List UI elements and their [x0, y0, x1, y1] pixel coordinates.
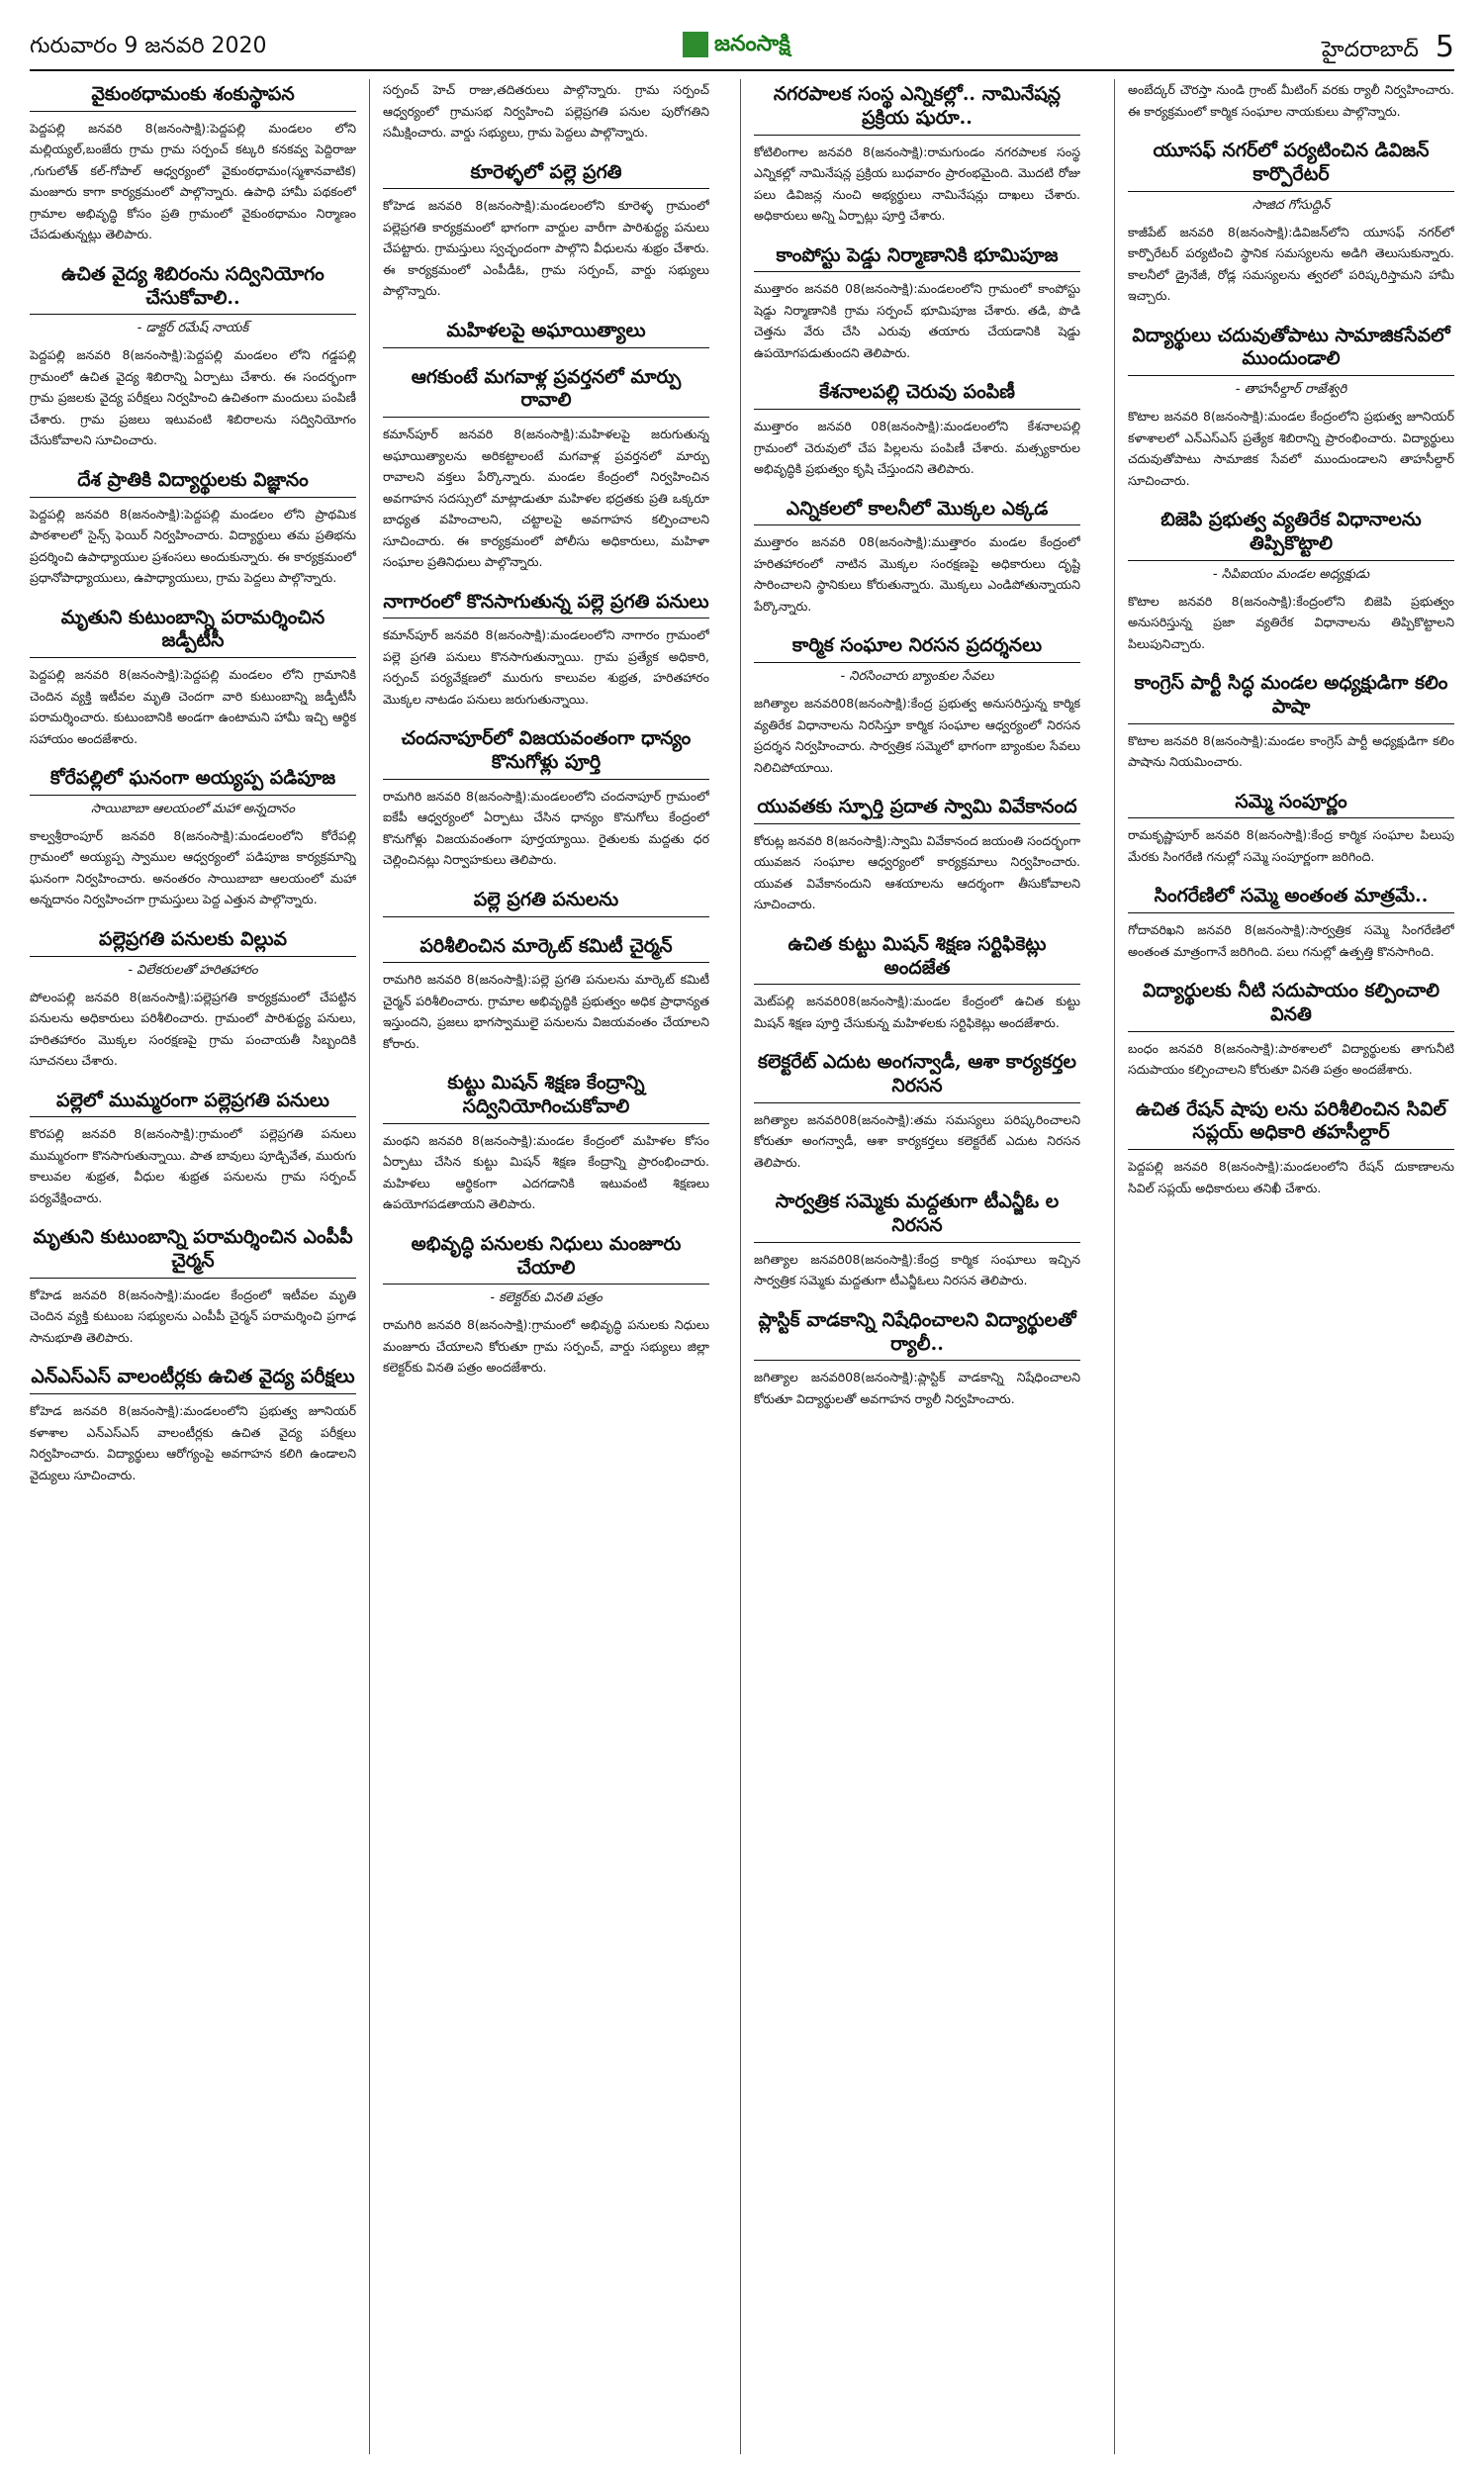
- news-article: [383, 362, 709, 573]
- news-article: [1128, 881, 1454, 962]
- article-body: పోలంపల్లి జనవరి 8(జనంసాక్షి):పల్లెప్రగతి కార్యక్రమంలో చేపట్టిన పనులను అధికారులు పరిశీలించారు. గ్రామంలో పారిశుద్ధ్య పనులు, హరితహారం మొక్కల సంరక్షణపై గ్రామ పంచాయతీ సిబ్బందికి సూచనలు చేశారు.: [30, 989, 356, 1068]
- article-body: జగిత్యాల జనవరి08(జనంసాక్షి):ప్లాస్టిక్ వాడకాన్ని నిషేధించాలని కోరుతూ విద్యార్థులతో అవగాహన ర్యాలీ నిర్వహించారు.: [754, 1370, 1080, 1406]
- article-body: జగిత్యాల జనవరి08(జనంసాక్షి):తమ సమస్యలు పరిష్కరించాలని కోరుతూ అంగన్వాడీ, ఆశా కార్యకర్తలు కలెక్టరేట్ ఎదుట నిరసన తెలిపారు.: [754, 1111, 1080, 1170]
- column-3: [754, 79, 1080, 2454]
- article-body: కాల్వశ్రీరాంపూర్ జనవరి 8(జనంసాక్షి):మండలంలోని కోరేపల్లి గ్రామంలో అయ్యప్ప స్వాముల ఆధ్వర్యంలో పడిపూజ కార్యక్రమాన్ని ఘనంగా నిర్వహించారు. అనంతరం సాయిబాబా ఆలయంలో మహా అన్నదానం నిర్వహించగా గ్రామస్తులు పెద్ద ఎత్తున పాల్గొన్నారు.: [30, 827, 356, 907]
- article-headline: ఆగకుంటే మగవాళ్ల ప్రవర్తనలో మార్పు రావాలి: [383, 362, 709, 419]
- article-headline: అభివృద్ధి పనులకు నిధులు మంజూరు చేయాలి: [383, 1229, 709, 1285]
- article-headline: ఉచిత కుట్టు మిషన్ శిక్షణ సర్టిఫికెట్లు అందజేత: [754, 929, 1080, 986]
- news-article: [1128, 136, 1454, 307]
- article-headline: ఎన్ఎస్ఎస్ వాలంటీర్లకు ఉచిత వైద్య పరీక్షలు: [30, 1362, 356, 1394]
- article-headline: ఎన్నికలలో కాలనీలో మొక్కల ఎక్కడ: [754, 494, 1080, 526]
- news-article: [30, 763, 356, 910]
- article-body: రామగిరి జనవరి 8(జనంసాక్షి):గ్రామంలో అభివృద్ధి పనులకు నిధులు మంజూరు చేయాలని కోరుతూ గ్రామ సర్పంచ్, వార్డు సభ్యులు జిల్లా కలెక్టర్‌కు వినతి పత్రం అందజేశారు.: [383, 1317, 709, 1376]
- news-article: [754, 792, 1080, 915]
- article-subhead: - నిరసించారు బ్యాంకుల సేవలు: [840, 669, 994, 684]
- issue-date: గురువారం 9 జనవరి 2020: [30, 34, 267, 58]
- article-headline: వైకుంఠధామంకు శంకుస్థాపన: [30, 79, 356, 112]
- news-article: [383, 1229, 709, 1379]
- edition: [1322, 30, 1454, 67]
- article-body: కొరపల్లి జనవరి 8(జనంసాక్షి):గ్రామంలో పల్లెప్రగతి పనులు ముమ్మరంగా కొనసాగుతున్నాయి. పాత బావులు పూడ్చివేత, మురుగు కాలువల శుభ్రత, వీధుల శుభ్రత పనులను గ్రామ సర్పంచ్ పర్యవేక్షించారు.: [30, 1126, 356, 1205]
- article-headline: సార్వత్రిక సమ్మెకు మద్దతుగా టీఎన్జీఓ ల నిరసన: [754, 1187, 1080, 1243]
- article-headline: కేశనాలపల్లి చెరువు పంపిణీ: [754, 377, 1080, 410]
- article-body: కోహెడ జనవరి 8(జనంసాక్షి):మండలంలోని కూరెళ్ళ గ్రామంలో పల్లెప్రగతి కార్యక్రమంలో భాగంగా వార్డుల వారీగా పారిశుద్ధ్య పనులు చేపట్టారు. గ్రామస్తులు స్వచ్ఛందంగా పాల్గొని వీధులను శుభ్రం చేశారు. ఈ కార్యక్రమంలో ఎంపీడీఓ, గ్రామ సర్పంచ్, వార్డు సభ్యులు పాల్గొన్నారు.: [383, 198, 709, 299]
- article-body: పెద్దపల్లి జనవరి 8(జనంసాక్షి):పెద్దపల్లి మండలం లోని గ్రామానికి చెందిన వ్యక్తి ఇటీవల మృతి చెందగా వారి కుటుంబాన్ని జడ్పీటీసీ పరామర్శించారు. కుటుంబానికి అండగా ఉంటామని హామీ ఇచ్చి ఆర్థిక సహాయం అందజేశారు.: [30, 667, 356, 746]
- news-article: [754, 929, 1080, 1034]
- article-body: సర్పంచ్ హెచ్ రాజు,తదితరులు పాల్గొన్నారు. గ్రామ సర్పంచ్ ఆధ్వర్యంలో గ్రామసభ నిర్వహించి పల్లెప్రగతి పనుల పురోగతిని సమీక్షించారు. వార్డు సభ్యులు, గ్రామ పెద్దలు పాల్గొన్నారు.: [383, 82, 709, 140]
- article-headline: బిజెపి ప్రభుత్వ వ్యతిరేక విధానాలను తిప్పికొట్టాలి: [1128, 505, 1454, 561]
- news-article: [754, 1187, 1080, 1291]
- news-article: [30, 1222, 356, 1348]
- edition-city: హైదరాబాద్: [1321, 38, 1419, 62]
- masthead: [30, 26, 1454, 65]
- news-article: [1128, 321, 1454, 492]
- article-headline: కుట్టు మిషన్ శిక్షణ కేంద్రాన్ని సద్వినియోగించుకోవాలి: [383, 1068, 709, 1124]
- news-article: [754, 630, 1080, 778]
- column-4: [1128, 79, 1454, 2454]
- news-article: [383, 723, 709, 871]
- paper-logo: [683, 28, 841, 61]
- news-article: [1128, 787, 1454, 868]
- article-body: ముత్తారం జనవరి 08(జనంసాక్షి):ముత్తారం మండల కేంద్రంలో హరితహారంలో నాటిన మొక్కల సంరక్షణపై అధికారులు దృష్టి సారించాలని స్థానికులు కోరుతున్నారు. మొక్కలు ఎండిపోతున్నాయని పేర్కొన్నారు.: [754, 534, 1080, 614]
- news-article: [1128, 1095, 1454, 1199]
- article-headline: చందనాపూర్‌లో విజయవంతంగా ధాన్యం కొనుగోళ్లు పూర్తి: [383, 723, 709, 780]
- news-article: [30, 1086, 356, 1209]
- article-subhead: సాజిద గోసుద్దిన్: [1252, 197, 1331, 213]
- column-divider: [369, 79, 370, 2454]
- article-body: కమాన్‌పూర్ జనవరి 8(జనంసాక్షి):మహిళలపై జరుగుతున్న అఘాయిత్యాలను అరికట్టాలంటే మగవాళ్ల ప్రవర్తనలో మార్పు రావాలని వక్తలు పేర్కొన్నారు. మండల కేంద్రంలో నిర్వహించిన అవగాహన సదస్సులో మాట్లాడుతూ మహిళల భద్రతకు ప్రతి ఒక్కరూ బాధ్యత వహించాలని, చట్టాలపై అవగాహన కల్పించాలని సూచించారు. ఈ కార్యక్రమంలో పోలీసు అధికారులు, మహిళా సంఘాల ప్రతినిధులు పాల్గొన్నారు.: [383, 427, 709, 569]
- news-article: [383, 1068, 709, 1215]
- article-body: కోరుట్ల జనవరి 8(జనంసాక్షి):స్వామి వివేకానంద జయంతి సందర్భంగా యువజన సంఘాల ఆధ్వర్యంలో కార్యక్రమాలు నిర్వహించారు. యువత వివేకానందుని ఆశయాలను ఆదర్శంగా తీసుకోవాలని సూచించారు.: [754, 832, 1080, 912]
- article-body: పెద్దపల్లి జనవరి 8(జనంసాక్షి):పెద్దపల్లి మండలం లోని గడ్డపల్లి గ్రామంలో ఉచిత వైద్య శిబిరాన్ని ఏర్పాటు చేశారు. ఈ సందర్భంగా గ్రామ ప్రజలకు వైద్య పరీక్షలు నిర్వహించి ఉచితంగా మందులు పంపిణీ చేశారు. గ్రామ ప్రజలు ఇటువంటి శిబిరాలను సద్వినియోగం చేసుకోవాలని సూచించారు.: [30, 347, 356, 448]
- article-body: జగిత్యాల జనవరి08(జనంసాక్షి):కేంద్ర కార్మిక సంఘాలు ఇచ్చిన సార్వత్రిక సమ్మెకు మద్దతుగా టీఎన్జీఓలు నిరసన తెలిపారు.: [754, 1251, 1080, 1288]
- article-headline: విద్యార్థులు చదువుతోపాటు సామాజికసేవలో ముందుండాలి: [1128, 321, 1454, 377]
- news-article: [30, 924, 356, 1072]
- news-article: [30, 465, 356, 589]
- news-article: [383, 587, 709, 711]
- article-body: రామగిరి జనవరి 8(జనంసాక్షి):మండలంలోని చందనాపూర్ గ్రామంలో ఐకేపీ ఆధ్వర్యంలో ఏర్పాటు చేసిన ధాన్యం కొనుగోలు కేంద్రంలో కొనుగోళ్లు విజయవంతంగా పూర్తయ్యాయి. రైతులకు మద్దతు ధర చెల్లించినట్లు నిర్వాహకులు తెలిపారు.: [383, 788, 709, 868]
- article-body: గోదావరిఖని జనవరి 8(జనంసాక్షి):సార్వత్రిక సమ్మె సింగరేణిలో అంతంత మాత్రంగానే జరిగింది. పలు గనుల్లో ఉత్పత్తి కొనసాగింది.: [1128, 922, 1454, 959]
- column-divider: [1114, 79, 1115, 2454]
- article-headline: సింగరేణిలో సమ్మె అంతంత మాత్రమే..: [1128, 881, 1454, 913]
- article-headline: దేశ ప్రాతికి విద్యార్థులకు విజ్ఞానం: [30, 465, 356, 498]
- article-headline: కోరేపల్లిలో ఘనంగా అయ్యప్ప పడిపూజ: [30, 763, 356, 796]
- article-headline: ప్లాస్టిక్ వాడకాన్ని నిషేధించాలని విద్యార్థులతో ర్యాలీ..: [754, 1305, 1080, 1362]
- article-body: జగిత్యాల జనవరి08(జనంసాక్షి):కేంద్ర ప్రభుత్వ అనుసరిస్తున్న కార్మిక వ్యతిరేక విధానాలను నిరసిస్తూ కార్మిక సంఘాల ఆధ్వర్యంలో నిరసన ప్రదర్శన నిర్వహించారు. సార్వత్రిక సమ్మెలో భాగంగా బ్యాంకుల సేవలు నిలిచిపోయాయి.: [754, 696, 1080, 775]
- article-headline: నగరపాలక సంస్థ ఎన్నికల్లో.. నామినేషన్ల ప్రక్రియ షురూ..: [754, 79, 1080, 136]
- news-article: [383, 885, 709, 917]
- article-headline: యూసఫ్ నగర్‌లో పర్యటించిన డివిజన్ కార్పొరేటర్: [1128, 136, 1454, 192]
- article-headline: పల్లెప్రగతి పనులకు విల్లువ: [30, 924, 356, 957]
- article-headline: పల్లెలో ముమ్మరంగా పల్లెప్రగతి పనులు: [30, 1086, 356, 1118]
- article-body: కొటాల జనవరి 8(జనంసాక్షి):మండల కాంగ్రెస్ పార్టీ అధ్యక్షుడిగా కలిం పాషాను నియమించారు.: [1128, 732, 1454, 769]
- article-body: పెద్దపల్లి జనవరి 8(జనంసాక్షి):పెద్దపల్లి మండలం లోని మల్లియ్యల్,బంజేరు గ్రామ గ్రామ సర్పంచ్ కట్కరి కనకవ్వ పెద్దిరాజు ,గుగులోత్ కల్-గోపాల్ ఆధ్వర్యంలో వైకుంఠధామం(స్మశానవాటిక) మంజూరు కాగా కార్యక్రమంలో పాల్గొన్నారు. ఉపాధి హామీ పథకంలో గ్రామాల అభివృద్ధి కోసం ప్రతి గ్రామంలో వైకుంఠధామం నిర్మాణం చేపడుతున్నట్లు తెలిపారు.: [30, 120, 356, 242]
- news-article: [383, 79, 709, 143]
- article-headline: కాంపోస్టు పెడ్డు నిర్మాణానికి భూమిపూజ: [754, 240, 1080, 273]
- article-headline: మహిళలపై అఘాయిత్యాలు: [383, 316, 709, 348]
- article-headline: కలెక్టరేట్ ఎదుట అంగన్వాడీ, ఆశా కార్యకర్తల నిరసన: [754, 1047, 1080, 1103]
- article-body: మెట్‌పల్లి జనవరి08(జనంసాక్షి):మండల కేంద్రంలో ఉచిత కుట్టు మిషన్ శిక్షణ పూర్తి చేసుకున్న మహిళలకు సర్టిఫికెట్లు అందజేశారు.: [754, 994, 1080, 1030]
- article-body: ముత్తారం జనవరి 08(జనంసాక్షి):మండలంలోని కేశనాలపల్లి గ్రామంలో చెరువులో చేప పిల్లలను పంపిణీ చేశారు. మత్స్యకారుల అభివృద్ధికి ప్రభుత్వం కృషి చేస్తుందని తెలిపారు.: [754, 419, 1080, 476]
- article-headline: కూరెళ్ళలో పల్లె ప్రగతి: [383, 157, 709, 190]
- column-1: [30, 79, 356, 2454]
- article-body: ముత్తారం జనవరి 08(జనంసాక్షి):మండలంలోని గ్రామంలో కాంపోస్టు షెడ్డు నిర్మాణానికి గ్రామ సర్పంచ్ భూమిపూజ చేశారు. తడి, పొడి చెత్తను వేరు చేసి ఎరువు తయారు చేయడానికి షెడ్డు ఉపయోగపడుతుందని తెలిపారు.: [754, 281, 1080, 360]
- article-body: రామగిరి జనవరి 8(జనంసాక్షి):పల్లె ప్రగతి పనులను మార్కెట్ కమిటీ చైర్మన్ పరిశీలించారు. గ్రామాల అభివృద్ధికి ప్రభుత్వం అధిక ప్రాధాన్యత ఇస్తుందని, ప్రజలు భాగస్వాములై పనులను విజయవంతం చేయాలని కోరారు.: [383, 972, 709, 1051]
- news-article: [1128, 79, 1454, 122]
- article-headline: పరిశీలించిన మార్కెట్ కమిటీ చైర్మన్: [383, 931, 709, 964]
- column-divider: [740, 79, 741, 2454]
- article-headline: ఉచిత వైద్య శిబిరంను సద్వినియోగం చేసుకోవాలి..: [30, 259, 356, 316]
- article-subhead: సాయిబాబా ఆలయంలో మహా అన్నదానం: [90, 801, 296, 816]
- article-body: కమాన్‌పూర్ జనవరి 8(జనంసాక్షి):మండలంలోని నాగారం గ్రామంలో పల్లె ప్రగతి పనులు కొనసాగుతున్నాయి. గ్రామ ప్రత్యేక అధికారి, సర్పంచ్ పర్యవేక్షణలో మురుగు కాలువల శుభ్రత, హరితహారం మొక్కల నాటడం పనులు జరుగుతున్నాయి.: [383, 627, 709, 707]
- article-headline: మృతుని కుటుంబాన్ని పరామర్శించిన జడ్పీటీసీ: [30, 603, 356, 659]
- news-article: [30, 603, 356, 750]
- article-body: పెద్దపల్లి జనవరి 8(జనంసాక్షి):పెద్దపల్లి మండలం లోని ప్రాథమిక పాఠశాలలో సైన్స్ ఫెయిర్ నిర్వహించారు. విద్యార్థులు తమ ప్రతిభను ప్రదర్శించి ఉపాధ్యాయుల ప్రశంసలు అందుకున్నారు. ఈ కార్యక్రమంలో ప్రధానోపాధ్యాయులు, ఉపాధ్యాయులు, గ్రామ పెద్దలు పాల్గొన్నారు.: [30, 506, 356, 585]
- article-subhead: - డాక్టర్ రమేష్ నాయక్: [137, 321, 249, 336]
- news-article: [383, 157, 709, 302]
- masthead-rule: [30, 69, 1454, 71]
- article-body: అంబేద్కర్ చౌరస్తా నుండి గ్రాంట్ మీటింగ్ వరకు ర్యాలీ నిర్వహించారు. ఈ కార్యక్రమంలో కార్మిక సంఘాల నాయకులు పాల్గొన్నారు.: [1128, 82, 1454, 119]
- article-body: పెద్దపల్లి జనవరి 8(జనంసాక్షి):మండలంలోని రేషన్ దుకాణాలను సివిల్ సప్లయ్ అధికారులు తనిఖీ చేశారు.: [1128, 1159, 1454, 1195]
- article-body: రామకృష్ణాపూర్ జనవరి 8(జనంసాక్షి):కేంద్ర కార్మిక సంఘాల పిలుపు మేరకు సింగరేణి గనుల్లో సమ్మె సంపూర్ణంగా జరిగింది.: [1128, 827, 1454, 864]
- article-body: మంథని జనవరి 8(జనంసాక్షి):మండల కేంద్రంలో మహిళల కోసం ఏర్పాటు చేసిన కుట్టు మిషన్ శిక్షణ కేంద్రాన్ని ప్రారంభించారు. మహిళలు ఆర్థికంగా ఎదగడానికి ఇటువంటి శిక్షణలు ఉపయోగపడతాయని తెలిపారు.: [383, 1132, 709, 1212]
- news-article: [754, 240, 1080, 364]
- news-article: [383, 316, 709, 348]
- news-article: [383, 931, 709, 1055]
- article-subhead: - సిపిఐయం మండల అధ్యక్షుడు: [1212, 566, 1370, 582]
- logo-icon: [683, 32, 708, 57]
- news-article: [754, 1047, 1080, 1173]
- news-article: [30, 259, 356, 451]
- article-body: కోటిలింగాల జనవరి 8(జనంసాక్షి):రామగుండం నగరపాలక సంస్థ ఎన్నికల్లో నామినేషన్ల ప్రక్రియ బుధవారం ప్రారంభమైంది. మొదటి రోజు పలు డివిజన్ల నుంచి అభ్యర్థులు నామినేషన్లు దాఖలు చేశారు. అధికారులు అన్ని ఏర్పాట్లు పూర్తి చేశారు.: [754, 143, 1080, 223]
- article-body: కోహెడ జనవరి 8(జనంసాక్షి):మండల కేంద్రంలో ఇటీవల మృతి చెందిన వ్యక్తి కుటుంబ సభ్యులను ఎంపీపీ చైర్మన్ పరామర్శించి ప్రగాఢ సానుభూతి తెలిపారు.: [30, 1286, 356, 1345]
- article-headline: సమ్మె సంపూర్ణం: [1128, 787, 1454, 819]
- article-headline: నాగారంలో కొనసాగుతున్న పల్లె ప్రగతి పనులు: [383, 587, 709, 619]
- article-headline: కాంగ్రెస్ పార్టీ సిద్ధ మండల అధ్యక్షుడిగా కలిం పాషా: [1128, 668, 1454, 724]
- news-article: [754, 494, 1080, 618]
- article-subhead: - విలేకరులతో హరితహారం: [128, 962, 258, 978]
- news-article: [1128, 976, 1454, 1081]
- article-subhead: - కలెక్టర్‌కు వినతి పత్రం: [490, 1290, 603, 1306]
- article-subhead: - తాహసీల్దార్ రాజేశ్వరి: [1235, 382, 1347, 397]
- news-article: [30, 79, 356, 245]
- article-body: బంధం జనవరి 8(జనంసాక్షి):పాఠశాలలో విద్యార్థులకు తాగునీటి సదుపాయం కల్పించాలని కోరుతూ వినతి పత్రం అందజేశారు.: [1128, 1040, 1454, 1077]
- news-article: [754, 79, 1080, 227]
- article-body: కోహెడ జనవరి 8(జనంసాక్షి):మండలంలోని ప్రభుత్వ జూనియర్ కళాశాల ఎన్ఎస్ఎస్ వాలంటీర్లకు ఉచిత వైద్య పరీక్షలు నిర్వహించారు. విద్యార్థులు ఆరోగ్యంపై అవగాహన కలిగి ఉండాలని వైద్యులు సూచించారు.: [30, 1403, 356, 1482]
- column-2: [383, 79, 709, 2454]
- article-headline: విద్యార్థులకు నీటి సదుపాయం కల్పించాలి వినతి: [1128, 976, 1454, 1032]
- article-body: కొటాల జనవరి 8(జనంసాక్షి):మండల కేంద్రంలోని ప్రభుత్వ జూనియర్ కళాశాలలో ఎన్ఎస్ఎస్ ప్రత్యేక శిబిరాన్ని ప్రారంభించారు. విద్యార్థులు చదువుతోపాటు సామాజిక సేవలో ముందుండాలని తాహసీల్దార్ సూచించారు.: [1128, 409, 1454, 488]
- article-headline: యువతకు స్ఫూర్తి ప్రదాత స్వామి వివేకానంద: [754, 792, 1080, 824]
- news-article: [754, 1305, 1080, 1410]
- news-article: [1128, 505, 1454, 654]
- news-article: [754, 377, 1080, 479]
- paper-name: జనంసాక్షి: [714, 32, 790, 56]
- article-headline: పల్లె ప్రగతి పనులను: [383, 885, 709, 917]
- news-article: [1128, 668, 1454, 773]
- article-body: కొటాల జనవరి 8(జనంసాక్షి):కేంద్రంలోని బిజెపి ప్రభుత్వం అనుసరిస్తున్న ప్రజా వ్యతిరేక విధానాలను తిప్పికొట్టాలని పిలుపునిచ్చారు.: [1128, 593, 1454, 651]
- article-headline: ఉచిత రేషన్ షాపు లను పరిశీలించిన సివిల్ సప్లయ్ అధికారి తహసీల్దార్: [1128, 1095, 1454, 1151]
- news-article: [30, 1362, 356, 1485]
- page-number: 5: [1435, 30, 1454, 64]
- article-headline: కార్మిక సంఘాల నిరసన ప్రదర్శనలు: [754, 630, 1080, 663]
- article-headline: మృతుని కుటుంబాన్ని పరామర్శించిన ఎంపీపీ చైర్మన్: [30, 1222, 356, 1279]
- article-body: కాజీపేట్ జనవరి 8(జనంసాక్షి):డివిజన్‌లోని యూసఫ్ నగర్‌లో కార్పొరేటర్ పర్యటించి స్థానిక సమస్యలను అడిగి తెలుసుకున్నారు. కాలనీలో డ్రైనేజీ, రోడ్ల సమస్యలను త్వరలో పరిష్కరిస్తామని హామీ ఇచ్చారు.: [1128, 224, 1454, 303]
